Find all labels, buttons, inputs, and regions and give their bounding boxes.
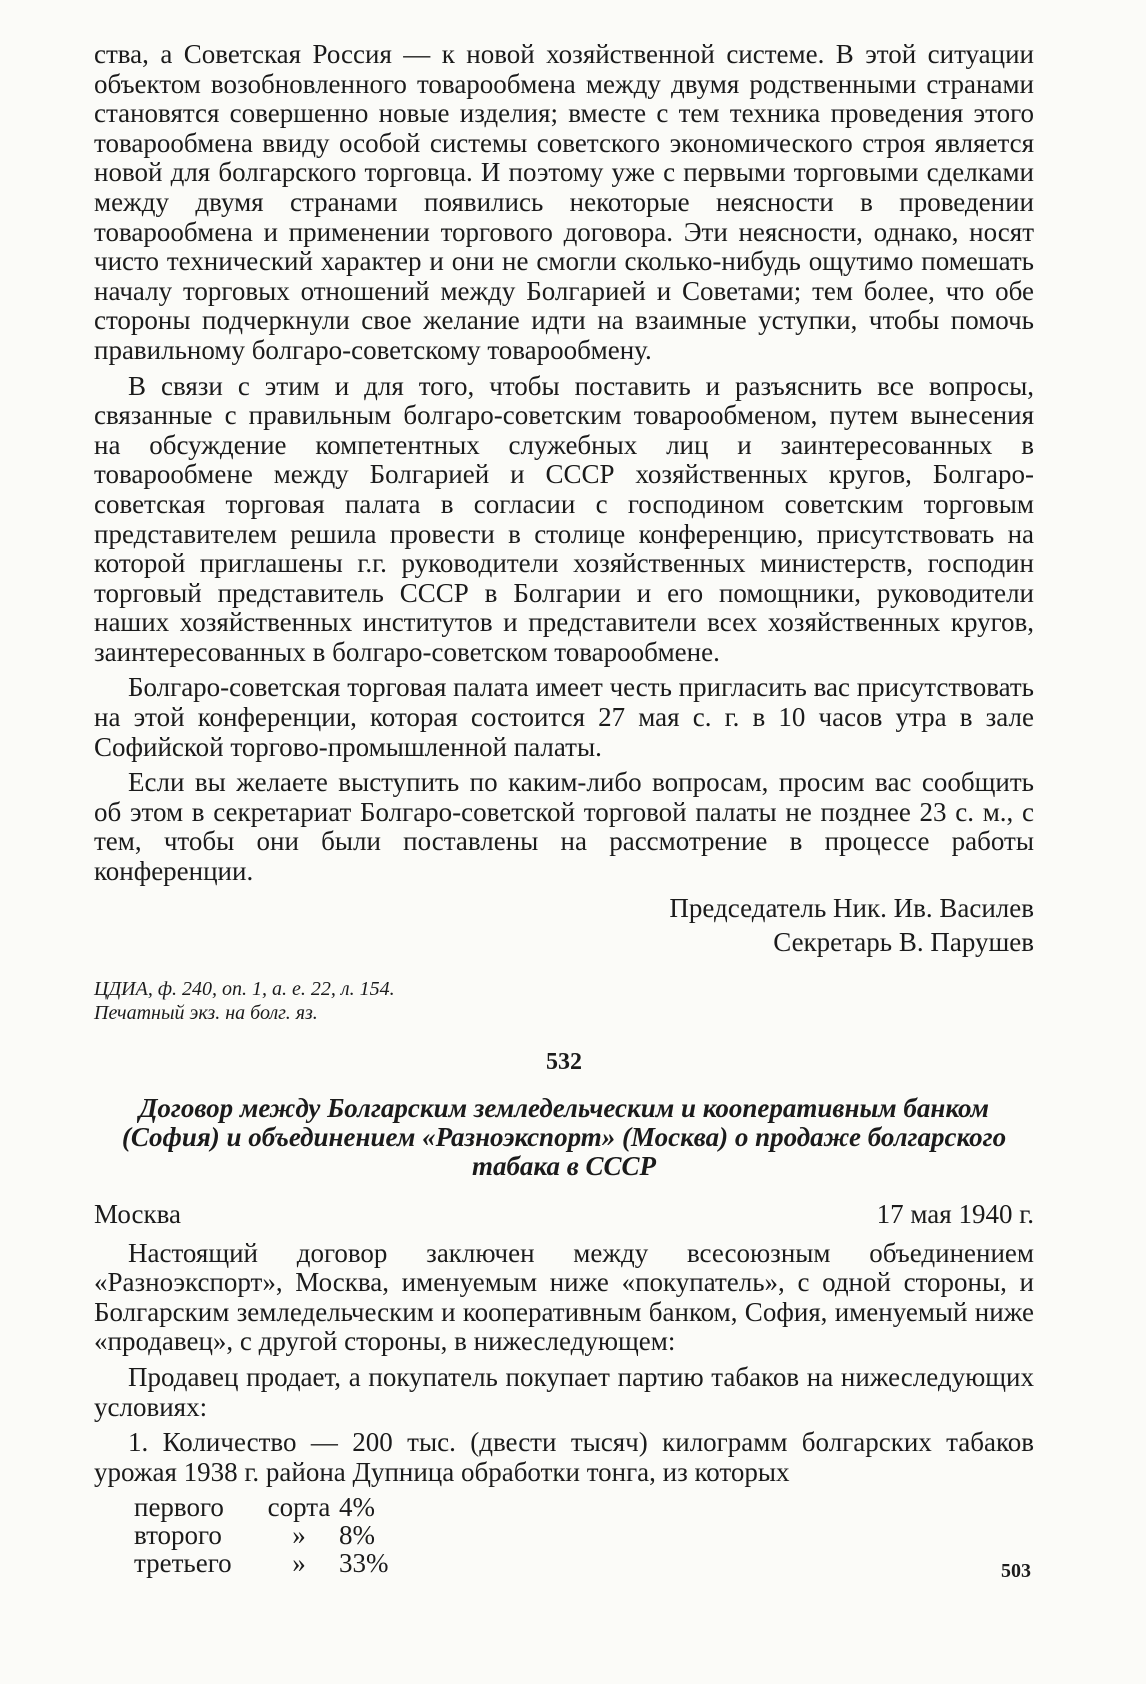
document-place: Москва xyxy=(94,1198,181,1229)
paragraph: В связи с этим и для того, чтобы поставить и разъяснить все вопросы, связанные с правильным болгаро-советским товарообменом, путем вынесения на обсуждение компетентных служебных лиц и заинтересованных в товарообмене между Болгарией и СССР хозяйственных кругов, Болгаро-советская торговая палата в согласии с господином советским торговым представителем решила провести в столице конференцию, присутствовать на которой приглашены г.г. руководители хозяйственных министерств, господин торговый представитель СССР в Болгарии и его помощники, руководители наших хозяйственных институтов и представители всех хозяйственных кругов, заинтересованных в болгаро-советском товарообмене. xyxy=(94,370,1034,667)
paragraph: ства, а Советская Россия — к новой хозяйственной системе. В этой ситуации объектом возобновленного товарообмена между двумя родственными странами становятся совершенно новые изделия; вместе с тем техника проведения этого товарообмена ввиду особой системы советского экономического строя является новой для болгарского торговца. И поэтому уже с первыми торговыми сделками между двумя странами появились некоторые неясности в проведении товарообмена и применении торгового договора. Эти неясности, однако, носят чисто технический характер и они не смогли сколько-нибудь ощутимо помешать началу торговых отношений между Болгарией и Советами; тем более, что обе стороны подчеркнули свое желание идти на взаимные уступки, чтобы помочь правильному болгаро-советскому товарообмену. xyxy=(94,39,1034,365)
paragraph: Настоящий договор заключен между всесоюзным объединением «Разноэкспорт», Москва, именуемым ниже «покупатель», с одной стороны, и Болгарским земледельческим и кооперативным банком, София, именуемый ниже «продавец», с другой стороны, в нижеследующем: xyxy=(94,1237,1034,1357)
document-date: 17 мая 1940 г. xyxy=(876,1198,1034,1229)
grade-value: 4% xyxy=(339,1492,375,1523)
list-item xyxy=(134,1521,1034,1549)
place-date-line xyxy=(94,1199,1034,1229)
grade-mark: » xyxy=(292,1548,306,1579)
document-title: Договор между Болгарским земледельческим и кооперативным банком (София) и объединением «Разноэкспорт» (Москва) о продаже болгарского табака в СССР xyxy=(121,1092,1007,1181)
copy-note: Печатный экз. на болг. яз. xyxy=(94,1001,318,1024)
grade-list xyxy=(134,1493,1034,1577)
grade-name: третьего xyxy=(134,1548,232,1579)
page-number: 503 xyxy=(1001,1560,1031,1582)
grade-name: первого xyxy=(134,1492,224,1523)
grade-name: второго xyxy=(134,1520,222,1551)
list-item xyxy=(134,1493,1034,1521)
archive-source xyxy=(94,977,1034,1025)
signature-secretary: Секретарь В. Парушев xyxy=(773,926,1034,957)
grade-mark: сорта xyxy=(267,1492,331,1523)
archive-reference: ЦДИА, ф. 240, оп. 1, а. е. 22, л. 154. xyxy=(94,977,395,1000)
page-body xyxy=(94,40,1034,1577)
grade-value: 33% xyxy=(339,1548,389,1579)
document-number: 532 xyxy=(546,1048,582,1075)
paragraph: 1. Количество — 200 тыс. (двести тысяч) килограмм болгарских табаков урожая 1938 г. района Дупница обработки тонга, из которых xyxy=(94,1427,1034,1487)
paragraph: Если вы желаете выступить по каким-либо вопросам, просим вас сообщить об этом в секретариат Болгаро-советской торговой палаты не позднее 23 с. м., с тем, чтобы они были поставлены на рассмотрение в процессе работы конференции. xyxy=(94,767,1034,887)
paragraph: Продавец продает, а покупатель покупает партию табаков на нижеследующих условиях: xyxy=(94,1362,1034,1422)
list-item xyxy=(134,1549,1034,1577)
paragraph: Болгаро-советская торговая палата имеет честь пригласить вас присутствовать на этой конференции, которая состоится 27 мая с. г. в 10 часов утра в зале Софийской торгово-промышленной палаты. xyxy=(94,672,1034,762)
signature-chairman: Председатель Ник. Ив. Василев xyxy=(669,892,1034,923)
grade-mark: » xyxy=(292,1520,306,1551)
grade-value: 8% xyxy=(339,1520,375,1551)
